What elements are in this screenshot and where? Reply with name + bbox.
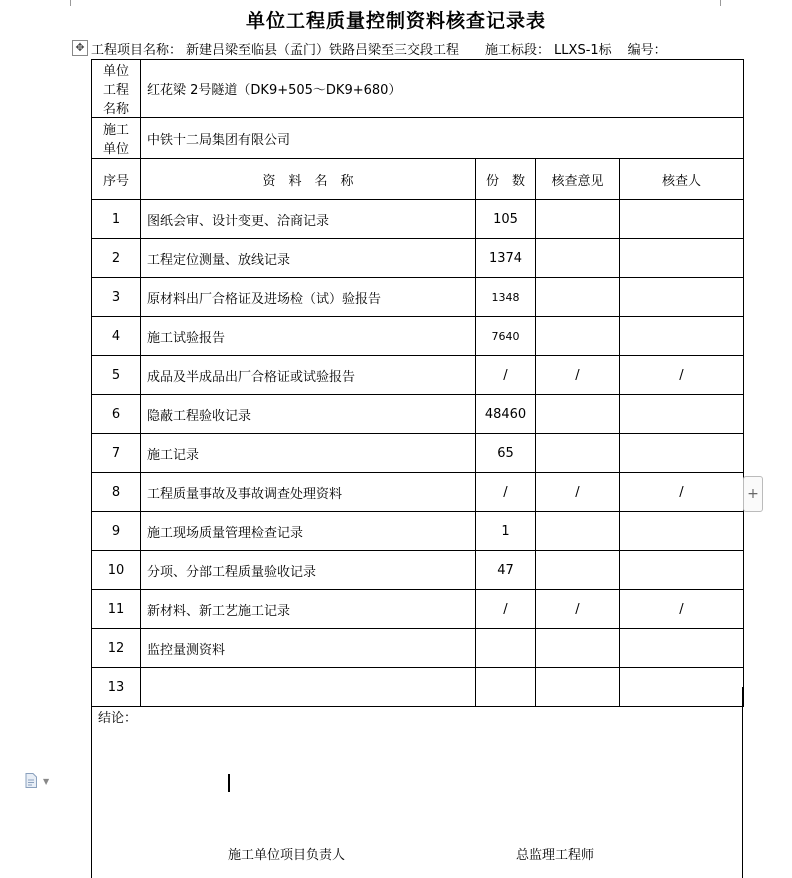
row-checker[interactable] [620, 395, 744, 434]
row-checker[interactable]: / [620, 473, 744, 512]
row-checker[interactable] [620, 278, 744, 317]
row-name[interactable]: 监控量测资料 [141, 629, 476, 668]
row-name[interactable]: 工程质量事故及事故调查处理资料 [141, 473, 476, 512]
records-table [91, 59, 744, 707]
table-row [92, 317, 744, 356]
row-count[interactable] [476, 629, 536, 668]
row-count[interactable]: 7640 [476, 317, 536, 356]
row-no: 12 [92, 629, 141, 668]
table-row [92, 356, 744, 395]
header-name: 资 料 名 称 [141, 159, 476, 200]
unit-project-row [92, 60, 744, 118]
header-no: 序号 [92, 159, 141, 200]
row-name[interactable]: 施工现场质量管理检查记录 [141, 512, 476, 551]
row-opinion[interactable] [536, 239, 620, 278]
row-count[interactable]: 1 [476, 512, 536, 551]
row-opinion[interactable]: / [536, 356, 620, 395]
row-no: 11 [92, 590, 141, 629]
row-name[interactable]: 成品及半成品出厂合格证或试验报告 [141, 356, 476, 395]
unit-project-value[interactable]: 红花梁 2号隧道（DK9+505～DK9+680） [141, 60, 744, 118]
table-row [92, 551, 744, 590]
supervisor-signer-label: 总监理工程师 [516, 848, 595, 863]
row-opinion[interactable]: / [536, 473, 620, 512]
table-row [92, 200, 744, 239]
row-count[interactable]: / [476, 473, 536, 512]
row-no: 3 [92, 278, 141, 317]
text-cursor [228, 774, 230, 792]
row-checker[interactable] [620, 434, 744, 473]
row-checker[interactable] [620, 317, 744, 356]
row-opinion[interactable] [536, 317, 620, 356]
row-name[interactable]: 工程定位测量、放线记录 [141, 239, 476, 278]
document-icon[interactable] [25, 773, 37, 788]
row-no: 1 [92, 200, 141, 239]
row-count[interactable]: 65 [476, 434, 536, 473]
row-count[interactable]: / [476, 590, 536, 629]
unit-project-label: 单位工程名称 [92, 60, 141, 118]
row-no: 13 [92, 668, 141, 707]
row-name[interactable]: 施工试验报告 [141, 317, 476, 356]
row-count[interactable]: 47 [476, 551, 536, 590]
contractor-row [92, 118, 744, 159]
section-label: 施工标段： [485, 43, 551, 58]
contractor-signer-label: 施工单位项目负责人 [228, 848, 346, 863]
chevron-down-icon[interactable]: ▼ [43, 777, 50, 786]
row-name[interactable]: 图纸会审、设计变更、洽商记录 [141, 200, 476, 239]
row-count[interactable]: / [476, 356, 536, 395]
row-count[interactable]: 48460 [476, 395, 536, 434]
row-count[interactable]: 1374 [476, 239, 536, 278]
row-no: 2 [92, 239, 141, 278]
row-name[interactable]: 隐蔽工程验收记录 [141, 395, 476, 434]
row-no: 4 [92, 317, 141, 356]
project-info-line [91, 39, 671, 58]
row-opinion[interactable] [536, 512, 620, 551]
conclusion-section [91, 687, 743, 878]
row-opinion[interactable] [536, 551, 620, 590]
row-checker[interactable] [620, 629, 744, 668]
row-checker[interactable] [620, 512, 744, 551]
table-row [92, 590, 744, 629]
row-name[interactable]: 新材料、新工艺施工记录 [141, 590, 476, 629]
row-no: 7 [92, 434, 141, 473]
row-checker[interactable] [620, 551, 744, 590]
project-name: 新建吕梁至临县（孟门）铁路吕梁至三交段工程 [186, 43, 460, 58]
row-checker[interactable]: / [620, 590, 744, 629]
row-no: 9 [92, 512, 141, 551]
row-opinion[interactable]: / [536, 590, 620, 629]
header-count: 份 数 [476, 159, 536, 200]
row-no: 10 [92, 551, 141, 590]
table-row [92, 239, 744, 278]
number-label: 编号： [627, 43, 667, 58]
row-no: 8 [92, 473, 141, 512]
header-opinion: 核查意见 [536, 159, 620, 200]
contractor-label: 施工单位 [92, 118, 141, 159]
row-no: 5 [92, 356, 141, 395]
row-opinion[interactable] [536, 434, 620, 473]
document-title: 单位工程质量控制资料核查记录表 [245, 10, 546, 32]
table-row [92, 434, 744, 473]
table-row [92, 473, 744, 512]
row-opinion[interactable] [536, 395, 620, 434]
header-checker: 核查人 [620, 159, 744, 200]
table-row [92, 278, 744, 317]
table-move-handle-icon[interactable]: ✥ [72, 40, 88, 56]
row-count[interactable]: 105 [476, 200, 536, 239]
table-row [92, 395, 744, 434]
row-opinion[interactable] [536, 200, 620, 239]
column-header-row [92, 159, 744, 200]
section-value: LLXS-1标 [554, 43, 612, 58]
row-opinion[interactable] [536, 278, 620, 317]
table-row [92, 512, 744, 551]
contractor-value[interactable]: 中铁十二局集团有限公司 [141, 118, 744, 159]
row-checker[interactable] [620, 200, 744, 239]
row-no: 6 [92, 395, 141, 434]
row-name[interactable]: 施工记录 [141, 434, 476, 473]
row-opinion[interactable] [536, 629, 620, 668]
row-name[interactable]: 分项、分部工程质量验收记录 [141, 551, 476, 590]
project-name-label: 工程项目名称： [91, 43, 183, 58]
table-row [92, 629, 744, 668]
plus-icon[interactable]: + [743, 476, 763, 512]
row-checker[interactable]: / [620, 356, 744, 395]
conclusion-label: 结论： [98, 711, 138, 726]
row-count[interactable]: 1348 [476, 278, 536, 317]
row-name[interactable]: 原材料出厂合格证及进场检（试）验报告 [141, 278, 476, 317]
row-checker[interactable] [620, 239, 744, 278]
